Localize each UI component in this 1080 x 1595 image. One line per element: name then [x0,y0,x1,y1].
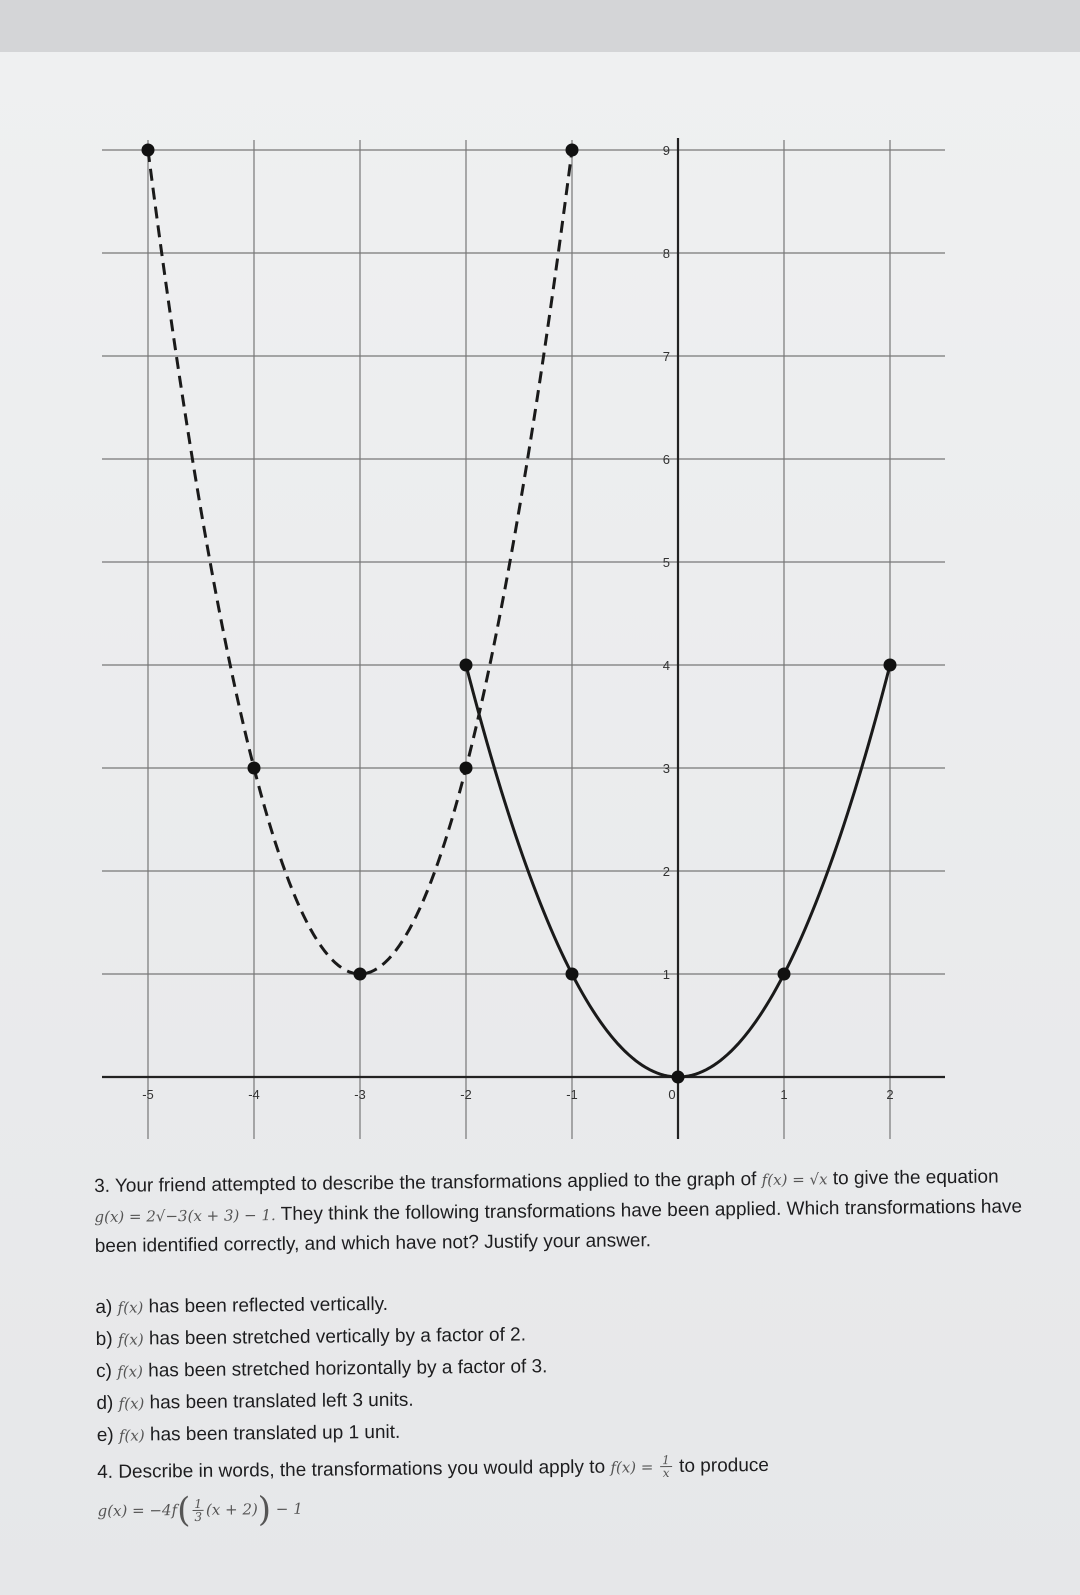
q3-options-list [95,1282,1027,1452]
q4-g-rest: − 1 [270,1499,303,1519]
q3-intro-a: 3. Your friend attempted to describe the transformations applied to the graph of [94,1169,762,1197]
x-tick-label: 2 [886,1087,894,1102]
question-3-text [94,1162,1025,1262]
question-4-text [97,1448,1027,1488]
dashed-curve-point [142,144,155,157]
option-fx: f(x) [117,1330,144,1349]
q4-fraction [660,1454,672,1479]
q3-g-definition: g(x) = 2√−3(x + 3) − 1. [94,1206,276,1226]
tick-labels [142,143,893,1102]
x-tick-label: -4 [248,1087,260,1102]
x-tick-label: -5 [142,1087,154,1102]
grid-lines [102,140,945,1139]
option-prefix: a) [95,1296,118,1318]
y-tick-label: 2 [662,864,670,879]
option-fx: f(x) [117,1362,144,1381]
option-fx: f(x) [117,1298,144,1317]
option-prefix: e) [96,1424,120,1446]
y-tick-label: 8 [662,246,670,261]
y-tick-label: 1 [662,967,670,982]
option-fx: f(x) [118,1394,145,1413]
x-tick-label: 1 [780,1087,788,1102]
q3-intro-c: They think the following transformations have been applied. Which transformations have been identified correctly, and which have not? Justify your answer. [94,1196,1023,1257]
q4-inner-rest: (x + 2) [205,1500,258,1519]
q4-g-lhs: g(x) = −4f [97,1501,178,1520]
points [142,144,897,1084]
y-tick-label: 3 [662,761,670,776]
option-text: has been stretched vertically by a factor of 2. [143,1324,527,1350]
solid-curve-point [778,968,791,981]
left-paren: ( [176,1490,191,1531]
option-text: has been translated left 3 units. [144,1389,414,1414]
option-text: has been stretched horizontally by a factor of 3. [142,1356,548,1382]
y-tick-label: 5 [662,555,670,570]
option-prefix: d) [96,1392,119,1414]
q4-text-b: to produce [673,1454,770,1477]
dashed-curve-point [460,762,473,775]
fraction-numerator: 1 [194,1496,203,1511]
solid-curve-point [672,1071,685,1084]
dashed-curve-point [248,762,261,775]
solid-curve-point [460,659,473,672]
y-tick-label: 7 [662,349,670,364]
q3-f-definition: f(x) = √x [761,1170,828,1190]
x-tick-label: 0 [668,1087,676,1102]
fraction-denominator: x [662,1466,670,1481]
option-text: has been reflected vertically. [143,1293,389,1318]
y-tick-label: 6 [662,452,670,467]
dashed-curve-point [566,144,579,157]
option-text: has been translated up 1 unit. [144,1421,401,1446]
x-tick-label: -1 [566,1087,578,1102]
questions-block [94,1162,1028,1531]
q4-inner-fraction [192,1498,204,1523]
x-tick-label: -2 [460,1087,472,1102]
curves [148,150,890,1077]
option-fx: f(x) [118,1426,145,1445]
q4-text-a: 4. Describe in words, the transformations you would apply to [97,1456,611,1483]
fraction-numerator: 1 [662,1453,670,1468]
fraction-denominator: 3 [194,1509,203,1524]
q3-intro-b: to give the equation [827,1166,999,1190]
solid-curve-point [884,659,897,672]
option-prefix: b) [95,1328,119,1350]
option-prefix: c) [95,1360,118,1382]
q4-f-lhs: f(x) = [610,1458,659,1477]
right-paren: ) [257,1489,272,1530]
axes [102,138,945,1139]
y-tick-label: 9 [662,143,670,158]
y-tick-label: 4 [662,658,670,673]
dashed-curve-point [354,968,367,981]
x-tick-label: -3 [354,1087,366,1102]
solid-curve-point [566,968,579,981]
